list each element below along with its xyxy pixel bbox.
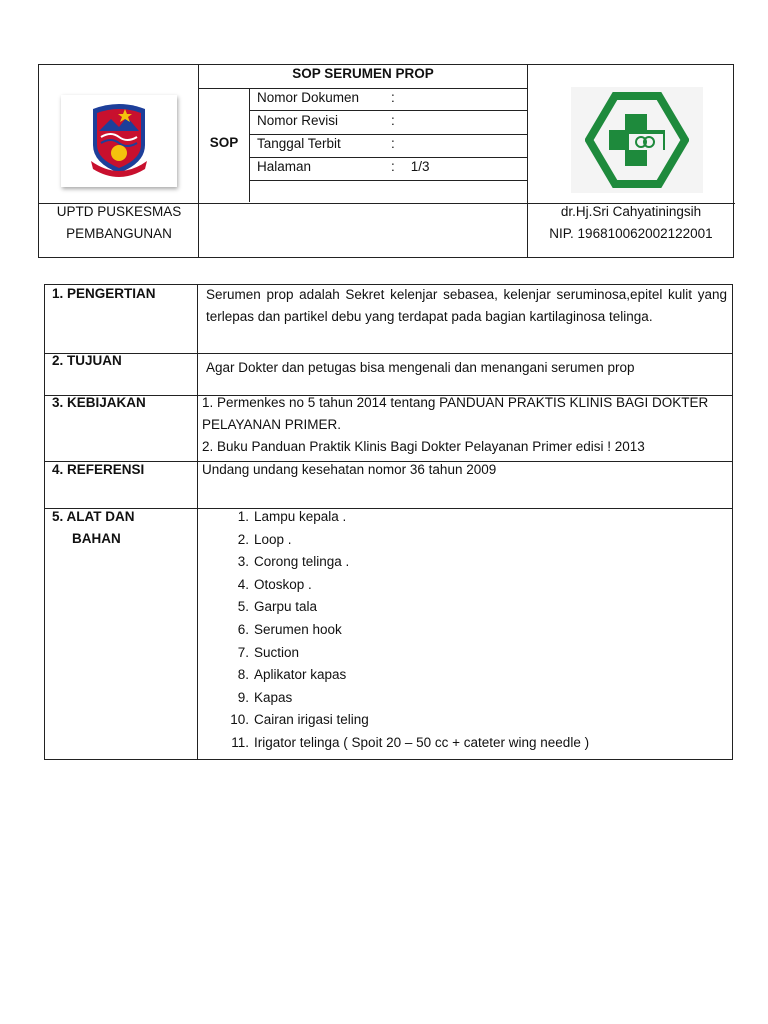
signer-nip: NIP. 196810062002122001 xyxy=(549,226,713,241)
table-divider xyxy=(197,285,198,759)
section-label-alat-line1: 5. ALAT DAN xyxy=(52,509,135,524)
list-item: 10. Cairan irigasi teling xyxy=(230,712,369,728)
sop-content-table xyxy=(44,284,733,760)
info-value: 1/3 xyxy=(410,159,430,174)
info-separator: : xyxy=(391,159,395,174)
list-item: 9. Kapas xyxy=(237,689,293,705)
kebijakan-item: 2. Buku Panduan Praktik Klinis Bagi Dokter Pelayanan Primer edisi ! 2013 xyxy=(202,439,645,454)
info-label: Tanggal Terbit xyxy=(257,136,341,151)
section-label-kebijakan: 3. KEBIJAKAN xyxy=(52,395,146,410)
info-separator: : xyxy=(391,90,395,105)
puskesmas-icon xyxy=(585,92,689,188)
org-name-line1: UPTD PUSKESMAS xyxy=(56,204,182,219)
equipment-list xyxy=(221,506,589,755)
info-row-halaman xyxy=(257,157,430,179)
puskesmas-cross-logo xyxy=(571,87,703,193)
list-item: 6. Serumen hook xyxy=(237,621,342,637)
list-item: 1. Lampu kepala . xyxy=(237,509,347,524)
info-label: Halaman xyxy=(257,159,312,174)
info-row-nomor-dokumen xyxy=(257,88,411,110)
list-item: 11. Irigator telinga ( Spoit 20 – 50 cc + cateter wing needle ) xyxy=(231,734,590,750)
header-divider xyxy=(249,180,527,181)
info-row-nomor-revisi xyxy=(257,111,411,133)
list-item: 7. Suction xyxy=(237,644,300,660)
info-separator: : xyxy=(391,113,395,128)
section-text-referensi: Undang undang kesehatan nomor 36 tahun 2009 xyxy=(202,462,497,477)
signer-name: dr.Hj.Sri Cahyatiningsih xyxy=(560,204,702,219)
section-label-referensi: 4. REFERENSI xyxy=(52,462,145,477)
kebijakan-item: 1. Permenkes no 5 tahun 2014 tentang PANDUAN PRAKTIS KLINIS BAGI DOKTER PELAYANAN PRIMER. xyxy=(202,395,709,432)
list-item: 2. Loop . xyxy=(237,531,292,547)
list-item: 8. Aplikator kapas xyxy=(237,667,347,683)
sop-title: SOP SERUMEN PROP xyxy=(292,66,434,81)
section-label-tujuan: 2. TUJUAN xyxy=(52,353,122,368)
list-item: 5. Garpu tala xyxy=(237,599,318,615)
section-text-pengertian: Serumen prop adalah Sekret kelenjar sebasea, kelenjar seruminosa,epitel kulit yang terlepas dan partikel debu yang terdapat pada bagian kartilaginosa telinga. xyxy=(206,287,727,324)
list-item: 3. Corong telinga . xyxy=(237,554,350,570)
info-label: Nomor Dokumen xyxy=(257,90,360,105)
org-name-line2: PEMBANGUNAN xyxy=(66,226,172,241)
section-label-alat-line2: BAHAN xyxy=(72,531,121,546)
crest-icon xyxy=(87,101,151,181)
table-divider xyxy=(45,353,732,354)
section-text-kebijakan xyxy=(202,392,728,458)
header-divider xyxy=(249,88,250,202)
section-label-pengertian: 1. PENGERTIAN xyxy=(52,286,156,301)
info-row-tanggal-terbit xyxy=(257,134,411,156)
regency-crest-logo xyxy=(61,95,177,187)
list-item: 4. Otoskop . xyxy=(237,576,312,592)
section-text-tujuan: Agar Dokter dan petugas bisa mengenali dan menangani serumen prop xyxy=(206,360,635,375)
info-label: Nomor Revisi xyxy=(257,113,339,128)
sop-header-table xyxy=(38,64,734,258)
sop-label: SOP xyxy=(209,135,239,150)
info-separator: : xyxy=(391,136,395,151)
